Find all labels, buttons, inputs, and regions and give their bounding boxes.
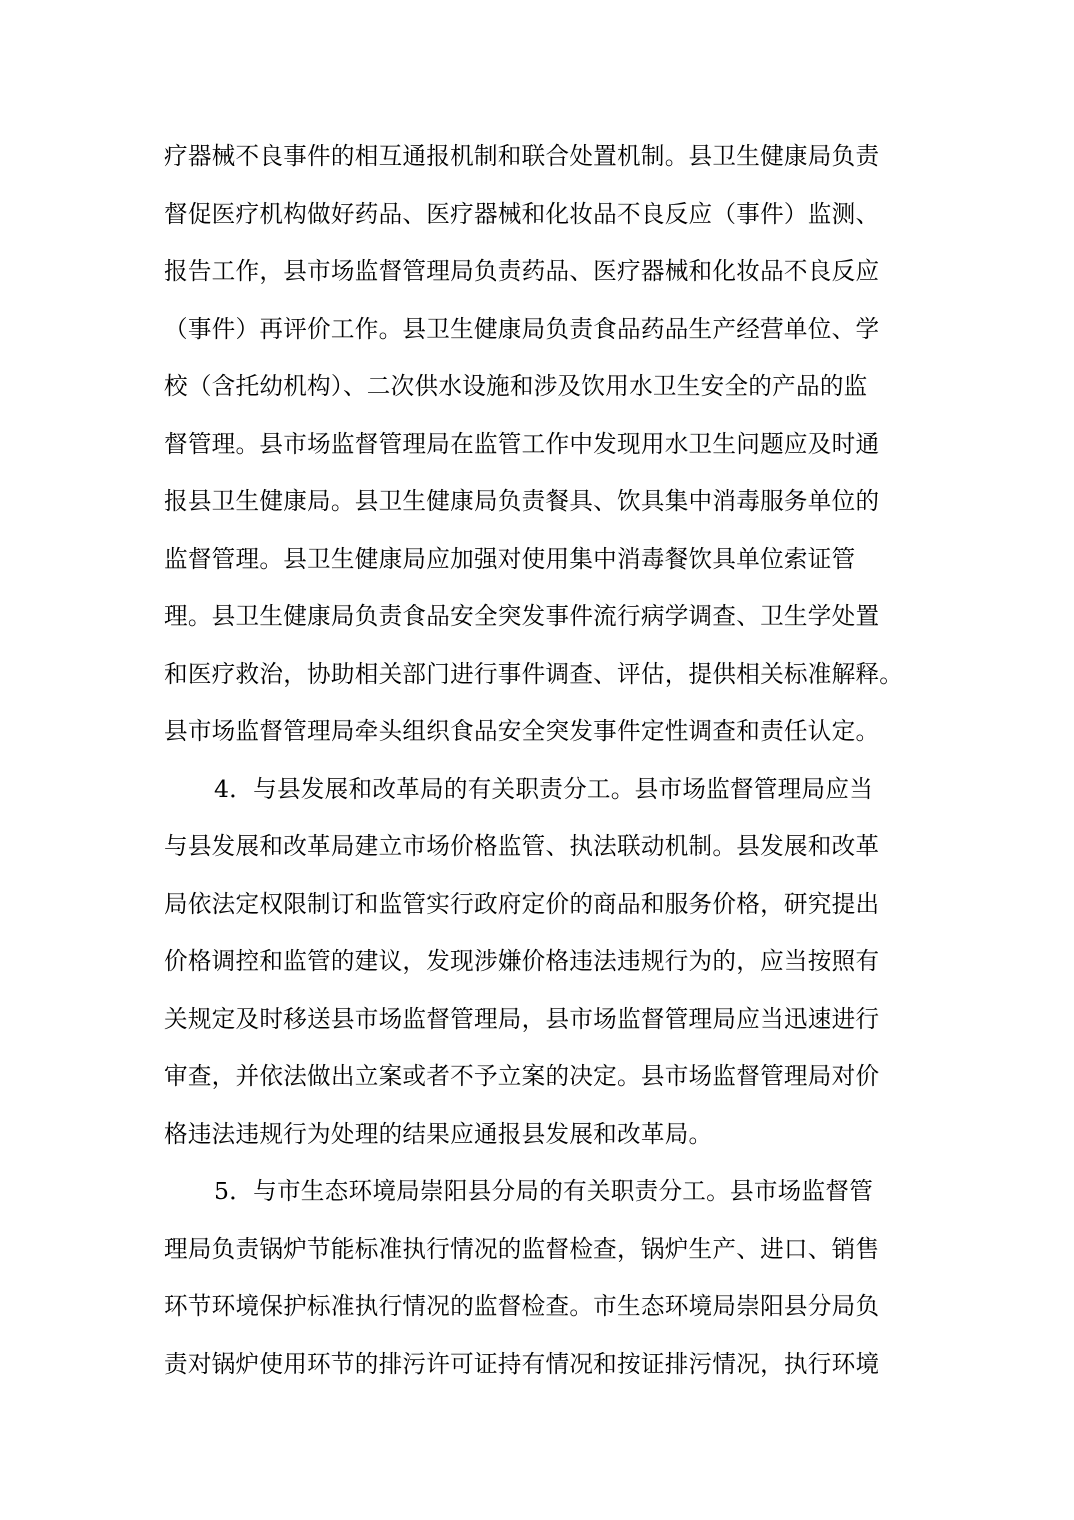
text-line: 关规定及时移送县市场监督管理局，县市场监督管理局应当迅速进行	[164, 1004, 880, 1033]
text-line: 局依法定权限制订和监管实行政府定价的商品和服务价格，研究提出	[164, 889, 880, 918]
text-line: 监督管理。县卫生健康局应加强对使用集中消毒餐饮具单位索证管	[164, 544, 856, 573]
body-text	[164, 128, 924, 1393]
text-line: 督促医疗机构做好药品、医疗器械和化妆品不良反应（事件）监测、	[164, 199, 880, 228]
text-line: 与县发展和改革局建立市场价格监管、执法联动机制。县发展和改革	[164, 832, 880, 860]
text-line: 督管理。县市场监督管理局在监管工作中发现用水卫生问题应及时通	[164, 429, 880, 458]
text-line: 价格调控和监管的建议，发现涉嫌价格违法违规行为的，应当按照有	[164, 947, 880, 975]
paragraph-4-first-line: 4．与县发展和改革局的有关职责分工。县市场监督管理局应当	[214, 774, 874, 803]
text-line: 格违法违规行为处理的结果应通报县发展和改革局。	[164, 1119, 713, 1148]
text-line: 和医疗救治，协助相关部门进行事件调查、评估，提供相关标准解释。	[164, 659, 904, 688]
text-line: 环节环境保护标准执行情况的监督检查。市生态环境局崇阳县分局负	[164, 1292, 880, 1320]
text-line: 审查，并依法做出立案或者不予立案的决定。县市场监督管理局对价	[164, 1062, 880, 1090]
text-line: 理。县卫生健康局负责食品安全突发事件流行病学调查、卫生学处置	[164, 602, 880, 630]
text-line: 县市场监督管理局牵头组织食品安全突发事件定性调查和责任认定。	[164, 717, 880, 745]
text-line: 校（含托幼机构）、二次供水设施和涉及饮用水卫生安全的产品的监	[164, 372, 868, 400]
text-line: 报告工作，县市场监督管理局负责药品、医疗器械和化妆品不良反应	[164, 257, 880, 285]
text-line: 报县卫生健康局。县卫生健康局负责餐具、饮具集中消毒服务单位的	[164, 487, 880, 515]
text-line: 疗器械不良事件的相互通报机制和联合处置机制。县卫生健康局负责	[164, 142, 880, 170]
text-line: （事件）再评价工作。县卫生健康局负责食品药品生产经营单位、学	[164, 314, 880, 343]
text-line: 理局负责锅炉节能标准执行情况的监督检查，锅炉生产、进口、销售	[164, 1234, 880, 1263]
text-line: 责对锅炉使用环节的排污许可证持有情况和按证排污情况，执行环境	[164, 1349, 880, 1378]
paragraph-5-first-line: 5．与市生态环境局崇阳县分局的有关职责分工。县市场监督管	[214, 1177, 874, 1205]
